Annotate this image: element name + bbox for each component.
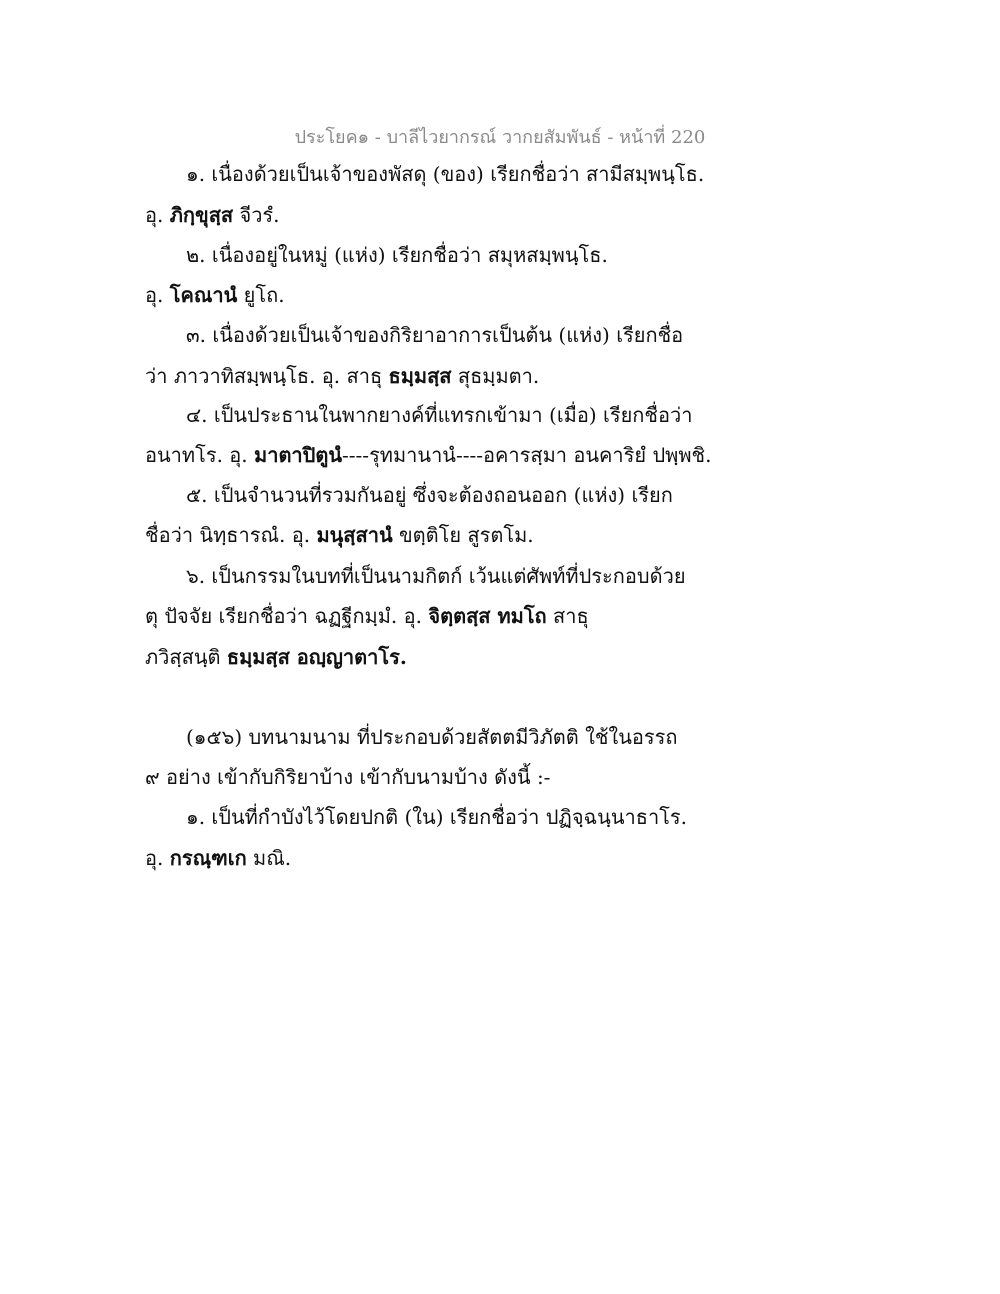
example-line [145, 362, 539, 390]
example-line [145, 602, 589, 630]
line-text: ภวิสฺสนฺติ [145, 645, 227, 669]
line-text: ๑. เป็นที่กำบังไว้โดยปกติ (ใน) เรียกชื่อว่า ปฏิจฺฉนฺนาธาโร. [186, 805, 688, 829]
line-text: ๑. เนื่องด้วยเป็นเจ้าของพัสดุ (ของ) เรียกชื่อว่า สามีสมฺพนฺโธ. [186, 162, 705, 186]
example-line [145, 201, 280, 229]
example-line [145, 844, 291, 872]
text-line [186, 803, 687, 831]
example-word: ธมฺมสฺส [388, 364, 452, 388]
page-header [0, 122, 1000, 151]
line-text: อุ. [145, 846, 170, 870]
line-text: ๕. เป็นจำนวนที่รวมกันอยู่ ซึ่งจะต้องถอนออก (แห่ง) เรียก [186, 483, 673, 507]
example-line [145, 521, 534, 549]
example-word: มนุสฺสานํ [316, 523, 393, 547]
example-word: จิตฺตสฺส ทมโถ [428, 604, 547, 628]
line-text: สุธมฺมตา. [451, 364, 540, 388]
example-word: ภิกฺขุสฺส [169, 203, 234, 227]
text-line [186, 481, 673, 509]
example-line [145, 643, 407, 671]
section-heading-line [186, 723, 678, 751]
example-word: มาตาปิตูนํ [254, 443, 343, 467]
line-text: ชื่อว่า นิทฺธารณํ. อุ. [145, 523, 317, 547]
line-text: ๔. เป็นประธานในพากยางค์ที่แทรกเข้ามา (เมื่อ) เรียกชื่อว่า [186, 403, 693, 427]
text-line [186, 241, 608, 269]
line-text: ยูโถ. [237, 283, 285, 307]
text-line [186, 401, 692, 429]
line-text: ๓. เนื่องด้วยเป็นเจ้าของกิริยาอาการเป็นต้น (แห่ง) เรียกชื่อ [186, 323, 684, 347]
line-text: อนาทโร. อุ. [145, 443, 255, 467]
text-line [186, 160, 704, 188]
text-line [145, 763, 550, 791]
line-text: มณิ. [246, 846, 292, 870]
example-word: กรณฺฑเก [169, 846, 247, 870]
line-text: อุ. [145, 283, 170, 307]
example-word: โคณานํ [169, 283, 238, 307]
line-text: ๒. เนื่องอยู่ในหมู่ (แห่ง) เรียกชื่อว่า สมุหสมฺพนฺโธ. [186, 243, 608, 267]
text-line [186, 562, 686, 590]
line-text: สาธุ [546, 604, 589, 628]
page-header-text: ประโยค๑ - บาลีไวยากรณ์ วากยสัมพันธ์ - หน้าที่ 220 [294, 127, 706, 148]
example-line [145, 441, 711, 469]
line-text: ว่า ภาวาทิสมฺพนฺโธ. อุ. สาธุ [145, 364, 389, 388]
line-text: จีวรํ. [233, 203, 280, 227]
text-line [186, 321, 683, 349]
line-text: ๖. เป็นกรรมในบทที่เป็นนามกิตก์ เว้นแต่ศัพท์ที่ประกอบด้วย [186, 564, 686, 588]
example-word: ธมฺมสฺส อญฺญาตาโร. [226, 645, 407, 669]
example-line [145, 281, 285, 309]
line-text: (๑๕๖) บทนามนาม ที่ประกอบด้วยสัตตมีวิภัตติ ใช้ในอรรถ [186, 725, 678, 749]
line-text: ----รุทมานานํ----อคารสฺมา อนคาริยํ ปพฺพชิ. [342, 443, 712, 467]
line-text: อุ. [145, 203, 170, 227]
line-text: ตุ ปัจจัย เรียกชื่อว่า ฉฏฐีกมฺมํ. อุ. [145, 604, 429, 628]
line-text: ขตฺติโย สูรตโม. [392, 523, 534, 547]
line-text: ๙ อย่าง เข้ากับกิริยาบ้าง เข้ากับนามบ้าง ดังนี้ :- [145, 765, 551, 789]
